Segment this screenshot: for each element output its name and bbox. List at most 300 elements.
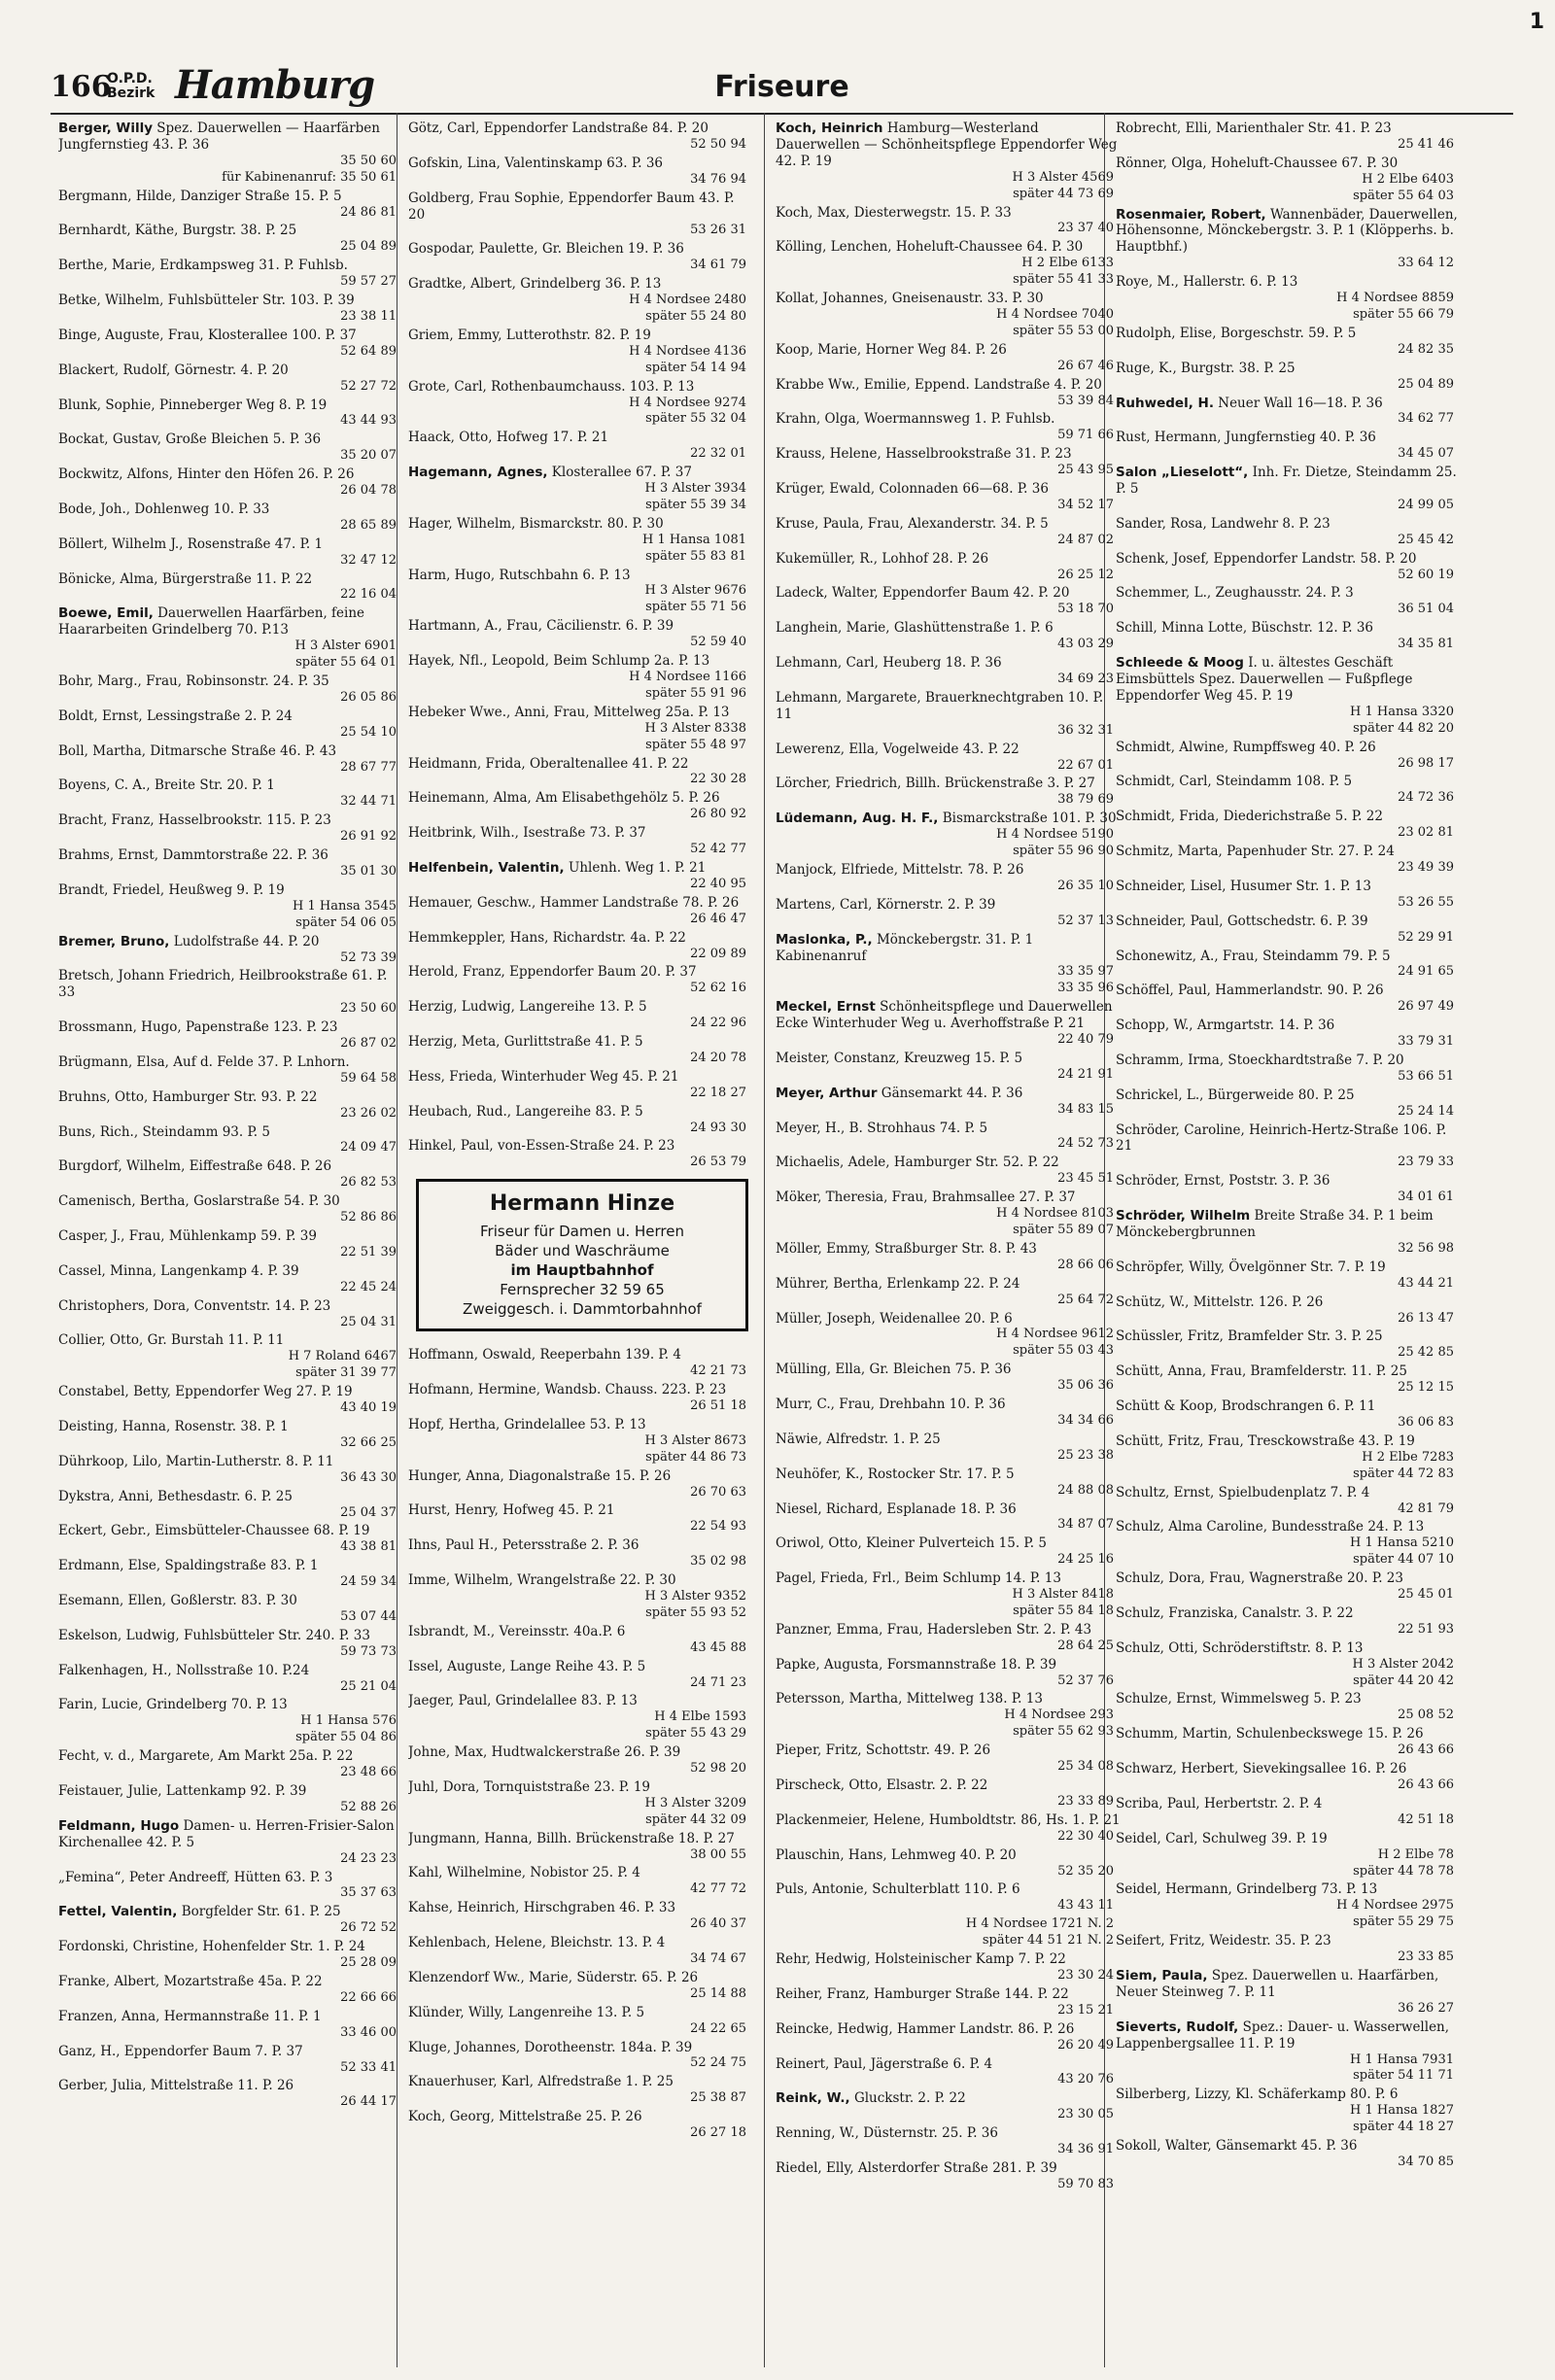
business-address: Kreuzweg 15. P. 5 bbox=[903, 1050, 1023, 1066]
business-address: Süderstr. 65. P. 26 bbox=[576, 1969, 699, 1985]
phone-number: 23 33 89 bbox=[1057, 1793, 1114, 1809]
listing-entry bbox=[776, 1951, 1122, 1984]
business-address: Hamburger Straße 144. P. 22 bbox=[873, 1985, 1069, 2002]
business-name: Burgdorf, Wilhelm, bbox=[58, 1158, 186, 1175]
listing-entry bbox=[408, 2005, 754, 2038]
phone-number: 22 30 40 bbox=[1057, 1828, 1114, 1844]
business-address: Wimmelsweg 5. P. 23 bbox=[1221, 1691, 1362, 1707]
phone-number: 26 70 63 bbox=[690, 1484, 746, 1500]
business-name: Reincke, Hedwig, bbox=[776, 2020, 893, 2037]
phone-number: H 3 Alster 8338 bbox=[644, 720, 746, 736]
business-name: Schröder, Wilhelm bbox=[1116, 1208, 1251, 1224]
business-name: Kollat, Johannes, bbox=[776, 291, 888, 307]
business-address: Herbertstr. 2. P. 4 bbox=[1203, 1795, 1323, 1811]
phone-number: 23 45 51 bbox=[1057, 1171, 1114, 1187]
business-address: Dammtorstraße 22. P. 36 bbox=[162, 847, 328, 864]
business-name: Meyer, Arthur bbox=[776, 1085, 878, 1101]
listing-entry bbox=[58, 1783, 404, 1816]
phone-number: 26 53 79 bbox=[690, 1155, 746, 1170]
business-address: Isestraße 73. P. 37 bbox=[523, 825, 646, 842]
listing-entry bbox=[58, 673, 404, 707]
business-name: Bohr, Marg., Frau, bbox=[58, 673, 182, 689]
phone-number: später 55 53 00 bbox=[1013, 323, 1114, 338]
business-name: Brahms, Ernst, bbox=[58, 847, 159, 864]
listing-entry bbox=[58, 536, 404, 569]
phone-number: später 55 71 56 bbox=[645, 600, 746, 615]
business-name: Kahl, Wilhelmine, bbox=[408, 1865, 527, 1881]
listing-entry bbox=[1116, 983, 1462, 1016]
business-name: Gospodar, Paulette, bbox=[408, 241, 538, 258]
header-rule bbox=[51, 113, 1513, 115]
business-name: Schüssler, Fritz, bbox=[1116, 1328, 1224, 1345]
phone-number: 25 45 42 bbox=[1398, 532, 1454, 547]
business-name: Grote, Carl, bbox=[408, 378, 487, 395]
listing-entry bbox=[58, 1593, 404, 1626]
phone-number: 36 43 30 bbox=[340, 1469, 397, 1485]
business-address: 1. P. 25 bbox=[892, 1431, 941, 1447]
phone-number: später 55 91 96 bbox=[645, 685, 746, 701]
phone-number: 34 69 23 bbox=[1057, 672, 1114, 686]
business-address: Damen- u. Herren-Frisier-Salon Kirchenallee 42. P. 5 bbox=[58, 1817, 395, 1850]
business-name: Lewerenz, Ella, bbox=[776, 741, 880, 757]
business-address: Diederichstraße 5. P. 22 bbox=[1223, 809, 1383, 825]
ad-line-bold: im Hauptbahnhof bbox=[510, 1261, 654, 1280]
business-name: Johne, Max, bbox=[408, 1744, 488, 1761]
listing-entry bbox=[58, 1489, 404, 1522]
phone-number: 53 18 70 bbox=[1057, 602, 1114, 617]
business-name: Schramm, Irma, bbox=[1116, 1052, 1225, 1068]
listing-entry bbox=[1116, 396, 1462, 429]
phone-number: später 55 32 04 bbox=[645, 411, 746, 427]
phone-number: 22 32 01 bbox=[690, 446, 746, 462]
business-address: Horner Weg 84. P. 26 bbox=[865, 341, 1007, 358]
listing-entry bbox=[58, 571, 404, 604]
listing-entry bbox=[1116, 774, 1462, 807]
phone-number: H 3 Alster 9676 bbox=[644, 583, 746, 599]
phone-number: 25 12 15 bbox=[1398, 1380, 1454, 1396]
business-name: Bretsch, Johann Friedrich, bbox=[58, 968, 235, 984]
phone-number: 43 44 93 bbox=[340, 413, 397, 429]
business-address: Humboldtstr. 86, Hs. 1. P. 21 bbox=[928, 1811, 1121, 1828]
business-name: Krüger, Ewald, bbox=[776, 481, 876, 498]
business-name: Farin, Lucie, bbox=[58, 1697, 143, 1713]
listing-entry bbox=[58, 1384, 404, 1417]
business-address: Cäcilienstr. 6. P. 39 bbox=[546, 618, 674, 635]
phone-number: H 4 Nordsee 2975 bbox=[1336, 1898, 1454, 1914]
business-address: Hohenfelder Str. 1. P. 24 bbox=[202, 1939, 365, 1955]
phone-number: 26 13 47 bbox=[1398, 1310, 1454, 1326]
business-address: Brauerknechtgraben 10. P. 11 bbox=[776, 689, 1104, 722]
phone-number: später 55 29 75 bbox=[1353, 1914, 1454, 1930]
phone-number: 25 23 38 bbox=[1057, 1447, 1114, 1463]
phone-number: 22 18 27 bbox=[690, 1085, 746, 1100]
business-address: Nollsstraße 10. P.24 bbox=[176, 1662, 310, 1678]
phone-number: später 44 78 78 bbox=[1353, 1863, 1454, 1879]
business-address: Neuer Wall 16—18. P. 36 bbox=[1218, 395, 1383, 411]
phone-number: H 4 Nordsee 8859 bbox=[1336, 291, 1454, 306]
phone-number: später 55 03 43 bbox=[1013, 1343, 1114, 1359]
phone-number: später 54 11 71 bbox=[1353, 2068, 1454, 2084]
business-address: Schröderstiftstr. 8. P. 13 bbox=[1202, 1639, 1364, 1656]
business-name: Manjock, Elfriede, bbox=[776, 861, 899, 878]
phone-number: später 55 96 90 bbox=[1013, 844, 1114, 859]
business-name: Bernhardt, Käthe, bbox=[58, 223, 179, 239]
phone-number: 34 34 66 bbox=[1057, 1412, 1114, 1428]
business-name: Möller, Emmy, bbox=[776, 1240, 871, 1257]
business-name: Rust, Hermann, bbox=[1116, 430, 1222, 446]
business-name: Heitbrink, Wilh., bbox=[408, 825, 519, 842]
business-address: Conventstr. 14. P. 23 bbox=[193, 1297, 331, 1314]
business-address: Sievekingsallee 16. P. 26 bbox=[1242, 1761, 1407, 1777]
listing-entry bbox=[58, 1939, 404, 1972]
business-name: Boldt, Ernst, bbox=[58, 707, 143, 724]
phone-number: 52 86 86 bbox=[340, 1210, 397, 1225]
listing-entry bbox=[408, 1138, 754, 1171]
listing-entry bbox=[776, 1622, 1122, 1655]
business-name: Schrickel, L., bbox=[1116, 1087, 1204, 1103]
phone-number: 26 87 02 bbox=[340, 1036, 397, 1052]
city-title: Hamburg bbox=[175, 62, 375, 108]
business-name: Berger, Willy bbox=[58, 121, 153, 136]
listing-entry bbox=[1116, 1398, 1462, 1431]
ad-line: Friseur für Damen u. Herren bbox=[480, 1223, 684, 1241]
business-address: Poststr. 3. P. 36 bbox=[1228, 1173, 1330, 1190]
listing-entry bbox=[408, 568, 754, 617]
business-name: Puls, Antonie, bbox=[776, 1881, 868, 1898]
listing-entry bbox=[1116, 121, 1462, 154]
business-name: Cassel, Minna, bbox=[58, 1262, 156, 1279]
phone-number: 34 01 61 bbox=[1398, 1190, 1454, 1205]
business-address: Brahmsallee 27. P. 37 bbox=[931, 1190, 1076, 1206]
business-name: Seifert, Fritz, bbox=[1116, 1933, 1205, 1949]
business-address: Alexanderstr. 34. P. 5 bbox=[908, 515, 1049, 532]
business-name: Schemmer, L., bbox=[1116, 585, 1212, 602]
phone-number: 25 04 89 bbox=[340, 239, 397, 255]
business-name: Schneider, Paul, bbox=[1116, 913, 1224, 929]
listing-entry bbox=[58, 2009, 404, 2042]
business-address: Winterhuder Weg 45. P. 21 bbox=[501, 1068, 679, 1085]
listing-entry bbox=[408, 1347, 754, 1380]
listing-entry bbox=[408, 1970, 754, 2003]
business-address: Gurlittstraße 41. P. 5 bbox=[503, 1034, 643, 1051]
business-name: Schöffel, Paul, bbox=[1116, 983, 1211, 999]
business-name: Bönicke, Alma, bbox=[58, 570, 158, 587]
business-name: Fettel, Valentin, bbox=[58, 1904, 178, 1920]
listing-entry bbox=[408, 1034, 754, 1067]
business-address: Hasselbrookstraße 31. P. 23 bbox=[885, 446, 1072, 463]
business-name: Bergmann, Hilde, bbox=[58, 188, 177, 204]
listing-entry bbox=[408, 121, 754, 154]
listing-entry bbox=[408, 930, 754, 963]
business-name: Krabbe Ww., Emilie, bbox=[776, 376, 911, 393]
phone-number: H 4 Nordsee 8103 bbox=[996, 1206, 1114, 1222]
phone-number: 34 74 67 bbox=[690, 1951, 746, 1966]
business-address: Frau, Bramfelderstr. 11. P. 25 bbox=[1210, 1363, 1407, 1380]
listing-entry bbox=[1116, 1605, 1462, 1638]
business-name: Brossmann, Hugo, bbox=[58, 1019, 182, 1036]
listing-entry bbox=[776, 1657, 1122, 1690]
business-address: Mittelstraße 11. P. 26 bbox=[150, 2078, 294, 2094]
listing-entry bbox=[58, 1298, 404, 1331]
phone-number: 22 45 24 bbox=[340, 1279, 397, 1294]
listing-entry bbox=[776, 862, 1122, 895]
listing-entry bbox=[408, 860, 754, 893]
phone-number: H 4 Nordsee 9612 bbox=[996, 1327, 1114, 1342]
business-name: Koop, Marie, bbox=[776, 341, 862, 358]
listing-entry bbox=[58, 431, 404, 465]
phone-number: 52 62 16 bbox=[690, 981, 746, 996]
business-address: Bürgerweide 80. P. 25 bbox=[1207, 1087, 1355, 1103]
business-name: Schütt & Koop, bbox=[1116, 1398, 1218, 1415]
business-name: Hurst, Henry, bbox=[408, 1502, 499, 1519]
listing-entry bbox=[776, 1051, 1122, 1084]
phone-number: 23 50 60 bbox=[340, 1001, 397, 1017]
business-address: Schottstr. 49. P. 26 bbox=[865, 1742, 991, 1759]
business-name: Issel, Auguste, bbox=[408, 1658, 506, 1674]
listing-entry bbox=[1116, 844, 1462, 877]
business-address: Ludolfstraße 44. P. 20 bbox=[173, 933, 320, 949]
listing-entry bbox=[1116, 1052, 1462, 1086]
business-address: Mühlenkamp 59. P. 39 bbox=[168, 1228, 317, 1244]
phone-number: 25 42 85 bbox=[1398, 1345, 1454, 1361]
phone-number: 26 05 86 bbox=[340, 689, 397, 705]
phone-number: 43 44 21 bbox=[1398, 1275, 1454, 1291]
business-address: Hammer Landstr. 86. P. 26 bbox=[897, 2020, 1075, 2037]
business-name: Esemann, Ellen, bbox=[58, 1593, 167, 1609]
business-name: Schleede & Moog bbox=[1116, 655, 1244, 672]
business-name: Schmitz, Marta, bbox=[1116, 844, 1223, 860]
listing-entry bbox=[776, 1742, 1122, 1776]
phone-number: 52 98 20 bbox=[690, 1761, 746, 1776]
listing-entry bbox=[58, 1663, 404, 1696]
listing-entry bbox=[408, 1104, 754, 1137]
phone-number: später 55 89 07 bbox=[1013, 1223, 1114, 1237]
business-address: Vereinsstr. 40a.P. 6 bbox=[499, 1623, 626, 1639]
listing-entry bbox=[58, 934, 404, 967]
phone-number: H 3 Alster 6901 bbox=[294, 638, 397, 654]
phone-number: 23 15 21 bbox=[1057, 2002, 1114, 2018]
business-address: Lutterothstr. 82. P. 19 bbox=[505, 327, 651, 343]
phone-number: 25 38 87 bbox=[690, 2090, 746, 2106]
business-name: Gradtke, Albert, bbox=[408, 276, 516, 293]
listing-entry bbox=[408, 825, 754, 858]
listing-entry bbox=[1116, 949, 1462, 982]
phone-number: 25 45 01 bbox=[1398, 1587, 1454, 1603]
business-name: Kölling, Lenchen, bbox=[776, 239, 892, 256]
phone-number: H 4 Nordsee 1721 N. 2 bbox=[965, 1916, 1114, 1932]
business-address: Oberaltenallee 41. P. 22 bbox=[529, 755, 689, 772]
business-name: Ladeck, Walter, bbox=[776, 585, 879, 602]
business-name: Möker, Theresia, Frau, bbox=[776, 1190, 928, 1206]
listing-entry bbox=[58, 743, 404, 776]
phone-number: H 2 Elbe 6403 bbox=[1362, 171, 1454, 187]
business-name: Reinert, Paul, bbox=[776, 2055, 867, 2072]
business-name: Schulz, Franziska, bbox=[1116, 1604, 1238, 1621]
business-name: Franzen, Anna, bbox=[58, 2008, 160, 2024]
phone-number: 52 59 40 bbox=[690, 635, 746, 650]
business-name: Fordonski, Christine, bbox=[58, 1939, 199, 1955]
listing-entry bbox=[776, 1155, 1122, 1188]
business-name: Meyer, H., bbox=[776, 1120, 846, 1136]
phone-number: 32 66 25 bbox=[340, 1434, 397, 1450]
business-name: Gofskin, Lina, bbox=[408, 155, 501, 171]
business-address: Auf d. Felde 37. P. Lnhorn. bbox=[173, 1053, 350, 1070]
phone-number: H 1 Hansa 576 bbox=[300, 1713, 397, 1729]
listing-entry bbox=[1116, 361, 1462, 394]
business-address: Hirschgraben 46. P. 33 bbox=[523, 1900, 676, 1916]
phone-number: 52 64 89 bbox=[340, 343, 397, 359]
listing-entry bbox=[408, 2074, 754, 2107]
phone-number: 34 52 17 bbox=[1057, 497, 1114, 512]
business-address: Glashüttenstraße 1. P. 6 bbox=[893, 620, 1054, 637]
listing-entry bbox=[776, 1986, 1122, 2019]
listing-entry bbox=[408, 1865, 754, 1898]
business-address: Spaldingstraße 83. P. 1 bbox=[164, 1558, 319, 1574]
phone-number: später 55 84 18 bbox=[1013, 1603, 1114, 1618]
listing-entry bbox=[1116, 430, 1462, 463]
listing-entry bbox=[776, 1362, 1122, 1395]
phone-number: später 55 41 33 bbox=[1013, 272, 1114, 288]
phone-number: 24 20 78 bbox=[690, 1050, 746, 1065]
business-address: Steindamm 93. P. 5 bbox=[142, 1123, 270, 1140]
business-name: Brandt, Friedel, bbox=[58, 881, 165, 898]
business-name: Salon „Lieselott“, bbox=[1116, 465, 1249, 481]
business-name: Heidmann, Frida, bbox=[408, 755, 526, 772]
phone-number: später 55 43 29 bbox=[645, 1726, 746, 1742]
listing-entry bbox=[58, 1697, 404, 1746]
listing-entry bbox=[58, 1228, 404, 1261]
business-name: Deisting, Hanna, bbox=[58, 1418, 171, 1434]
business-address: Eppendorfer Baum 42. P. 20 bbox=[882, 585, 1070, 602]
listing-entry bbox=[58, 501, 404, 535]
phone-number: 35 01 30 bbox=[340, 863, 397, 879]
phone-number: H 4 Nordsee 9274 bbox=[629, 395, 746, 410]
business-address: Steindamm 108. P. 5 bbox=[1216, 774, 1353, 790]
business-name: Berthe, Marie, bbox=[58, 258, 156, 274]
business-address: Hoheluft-Chaussee 67. P. 30 bbox=[1210, 155, 1399, 171]
business-address: Woermannsweg 1. P. Fuhlsb. bbox=[864, 411, 1055, 428]
listing-entry bbox=[1116, 1519, 1462, 1569]
business-address: Ditmarsche Straße 46. P. 43 bbox=[150, 742, 337, 759]
phone-number: 32 44 71 bbox=[340, 794, 397, 810]
phone-number: H 3 Alster 9352 bbox=[644, 1588, 746, 1604]
phone-number: 34 62 77 bbox=[1398, 411, 1454, 427]
business-address: Bismarckstr. 80. P. 30 bbox=[519, 515, 664, 532]
business-name: Erdmann, Else, bbox=[58, 1558, 161, 1574]
listing-entry bbox=[58, 1089, 404, 1122]
business-name: Binge, Auguste, Frau, bbox=[58, 327, 204, 343]
phone-number: später 44 73 69 bbox=[1013, 186, 1114, 201]
business-name: Bockat, Gustav, bbox=[58, 431, 162, 448]
business-name: Roye, M., bbox=[1116, 274, 1179, 291]
phone-number: 22 54 93 bbox=[690, 1519, 746, 1535]
business-name: Siem, Paula, bbox=[1116, 1967, 1208, 1983]
business-address: Husumer Str. 1. P. 13 bbox=[1229, 878, 1371, 894]
business-name: Pagel, Frieda, Frl., bbox=[776, 1570, 901, 1587]
phone-number: 43 45 88 bbox=[690, 1639, 746, 1655]
business-address: Holsteinischer Kamp 7. P. 22 bbox=[874, 1951, 1066, 1968]
business-name: Goldberg, Frau Sophie, bbox=[408, 190, 565, 206]
business-name: Hess, Frieda, bbox=[408, 1068, 498, 1085]
listing-entry bbox=[58, 328, 404, 361]
business-address: Lehmweg 40. P. 20 bbox=[890, 1846, 1017, 1863]
phone-number: H 1 Hansa 1081 bbox=[642, 532, 746, 547]
listing-entry bbox=[776, 121, 1122, 203]
business-name: Hunger, Anna, bbox=[408, 1467, 504, 1484]
ad-line: Zweiggesch. i. Dammtorbahnhof bbox=[463, 1300, 702, 1319]
business-name: Camenisch, Bertha, bbox=[58, 1193, 190, 1210]
phone-number: später 55 39 34 bbox=[645, 497, 746, 512]
listing-entry bbox=[776, 1431, 1122, 1465]
ad-line: Fernsprecher 32 59 65 bbox=[500, 1281, 665, 1299]
phone-number: 24 86 81 bbox=[340, 204, 397, 220]
business-address: Brodschrangen 6. P. 11 bbox=[1221, 1398, 1376, 1415]
phone-number: 24 82 35 bbox=[1398, 341, 1454, 357]
business-address: Robinsonstr. 24. P. 35 bbox=[186, 673, 329, 689]
phone-number: 23 38 11 bbox=[340, 308, 397, 324]
phone-number: 42 77 72 bbox=[690, 1881, 746, 1897]
business-name: Fecht, v. d., Margarete, bbox=[58, 1748, 215, 1765]
business-address: Langenreihe 13. P. 5 bbox=[508, 2004, 645, 2020]
business-name: Herzig, Meta, bbox=[408, 1034, 501, 1051]
business-address: Wrangelstraße 22. P. 30 bbox=[517, 1572, 676, 1589]
listing-entry bbox=[408, 328, 754, 377]
business-name: Bremer, Bruno, bbox=[58, 933, 170, 949]
business-address: I. u. ältestes Geschäft Eimsbüttels Spez. Dauerwellen — Fußpflege Eppendorfer Weg 45. P. 19 bbox=[1116, 655, 1413, 704]
business-address: Elsastr. 2. P. 22 bbox=[885, 1777, 988, 1793]
listing-column-3 bbox=[776, 121, 1122, 2365]
listing-entry bbox=[1116, 1087, 1462, 1121]
phone-number: H 3 Alster 8673 bbox=[644, 1432, 746, 1448]
phone-number: H 1 Hansa 3320 bbox=[1350, 704, 1454, 719]
listing-entry bbox=[776, 205, 1122, 238]
listing-entry bbox=[1116, 1294, 1462, 1328]
business-address: Straßburger Str. 8. P. 43 bbox=[875, 1240, 1037, 1257]
business-address: Frau, Mittelweg 25a. P. 13 bbox=[553, 704, 730, 720]
phone-number: 33 46 00 bbox=[340, 2024, 397, 2040]
phone-number: später 44 82 20 bbox=[1353, 720, 1454, 736]
business-address: Bethesdastr. 6. P. 25 bbox=[157, 1488, 293, 1504]
business-name: Dykstra, Anni, bbox=[58, 1488, 154, 1504]
phone-number: später 44 72 83 bbox=[1353, 1466, 1454, 1481]
business-address: Canalstr. 3. P. 22 bbox=[1241, 1604, 1354, 1621]
business-name: Oriwol, Otto, bbox=[776, 1535, 862, 1552]
listing-entry bbox=[776, 239, 1122, 289]
phone-number: 25 41 46 bbox=[1398, 136, 1454, 152]
business-name: Ganz, H., bbox=[58, 2043, 121, 2059]
listing-entry bbox=[408, 1779, 754, 1829]
business-address: Schulenbeckswege 15. P. 26 bbox=[1235, 1726, 1424, 1742]
business-name: Schill, Minna Lotte, bbox=[1116, 620, 1248, 637]
business-address: Marienthaler Str. 41. P. 23 bbox=[1216, 121, 1392, 136]
listing-entry bbox=[58, 258, 404, 291]
listing-entry bbox=[58, 968, 404, 1018]
listing-entry bbox=[58, 121, 404, 187]
business-address: Klosterallee 67. P. 37 bbox=[551, 465, 692, 481]
phone-number: 36 26 27 bbox=[1398, 2000, 1454, 2016]
business-address: Rothenbaumchauss. 103. P. 13 bbox=[491, 378, 695, 395]
phone-number: später 55 04 86 bbox=[295, 1730, 397, 1745]
business-address: Dauerwellen Haarfärben, feine Haararbeiten Grindelberg 70. P.13 bbox=[58, 605, 365, 638]
business-name: Christophers, Dora, bbox=[58, 1297, 190, 1314]
business-address: Tornquiststraße 23. P. 19 bbox=[483, 1778, 651, 1795]
business-name: Falkenhagen, H., bbox=[58, 1662, 172, 1678]
business-address: Bürgerstraße 11. P. 22 bbox=[161, 570, 313, 587]
business-address: Mittelweg 138. P. 13 bbox=[906, 1691, 1043, 1707]
phone-number: 52 88 26 bbox=[340, 1799, 397, 1814]
phone-number: 34 70 85 bbox=[1398, 2154, 1454, 2169]
listing-entry bbox=[408, 2109, 754, 2142]
